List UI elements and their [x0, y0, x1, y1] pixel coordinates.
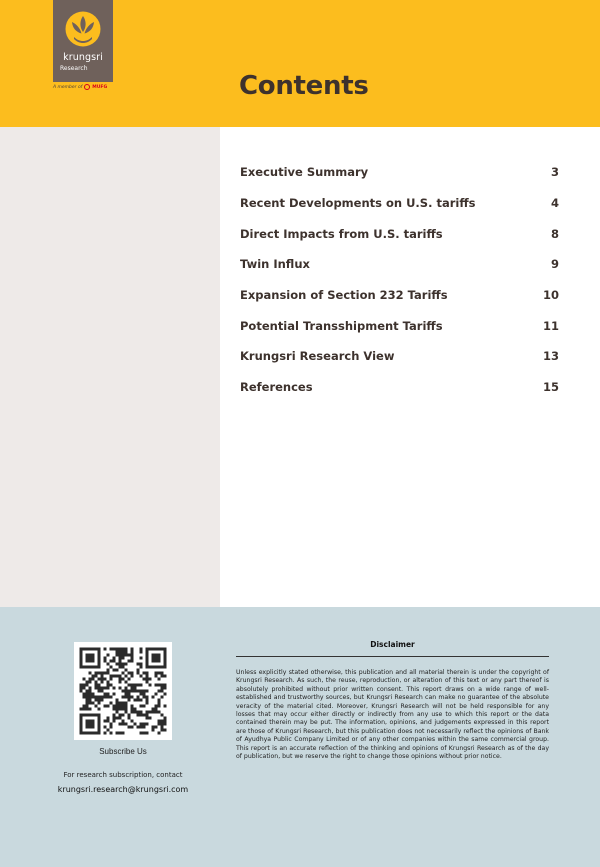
toc-item-label: Executive Summary — [240, 165, 369, 180]
header-band — [0, 0, 600, 127]
brand-name: krungsri — [63, 52, 103, 63]
toc-item-label: Direct Impacts from U.S. tariffs — [240, 226, 443, 241]
toc-item-page: 11 — [542, 318, 559, 333]
mufg-icon — [84, 84, 90, 90]
toc-item[interactable] — [240, 218, 559, 249]
toc-item[interactable] — [240, 188, 559, 219]
toc-item-label: Krungsri Research View — [240, 349, 395, 364]
toc-item-page: 10 — [542, 288, 559, 303]
subscribe-qr-code[interactable] — [74, 642, 172, 740]
krungsri-logo[interactable] — [53, 0, 113, 82]
toc-item[interactable] — [240, 341, 559, 372]
left-panel — [0, 127, 220, 607]
toc-item[interactable] — [240, 310, 559, 341]
subscribe-label: Subscribe Us — [99, 747, 147, 756]
toc-item-page: 8 — [550, 226, 559, 241]
table-of-contents — [240, 157, 559, 403]
disclaimer-title: Disclaimer — [370, 640, 415, 649]
brand-sub: Research — [60, 65, 88, 72]
toc-item-page: 13 — [542, 349, 559, 364]
member-tag — [53, 84, 107, 90]
member-group: MUFG — [92, 84, 108, 90]
member-prefix: A member of — [53, 84, 83, 90]
toc-item-page: 9 — [550, 257, 559, 272]
page-title: Contents — [239, 71, 369, 101]
krungsri-emblem-icon — [65, 11, 101, 49]
footer — [0, 607, 600, 867]
toc-item-page: 4 — [550, 196, 559, 211]
toc-item-label: Expansion of Section 232 Tariffs — [240, 288, 448, 303]
contact-email-link[interactable]: krungsri.research@krungsri.com — [57, 785, 189, 794]
toc-item[interactable] — [240, 280, 559, 311]
disclaimer-divider — [236, 656, 549, 657]
toc-item[interactable] — [240, 249, 559, 280]
toc-item-page: 3 — [550, 165, 559, 180]
toc-item[interactable] — [240, 372, 559, 403]
disclaimer-text: Unless explicitly stated otherwise, this publication and all material therein is under the copyright of Krungsri Research. As such, the reuse, reproduction, or alteration of this text or any part thereof is absolutely prohibited without prior written consent. This report draws on a wide range of well-established and trustworthy sources, but Krungsri Research can make no guarantee of the absolute veracity of the material cited. Moreover, Krungsri Research will not be held responsible for any losses that may occur either directly or indirectly from any use to which this report or the data contained therein may be put. The information, opinions, and judgements expressed in this report are those of Krungsri Research, but this publication does not necessarily reflect the opinions of Bank of Ayudhya Public Company Limited or of any other companies within the same commercial group. This report is an accurate reflection of the thinking and opinions of Krungsri Research as of the day of publication, but we reserve the right to change those opinions without prior notice. — [236, 669, 549, 761]
toc-item-page: 15 — [542, 380, 559, 395]
toc-item[interactable] — [240, 157, 559, 188]
toc-item-label: Potential Transshipment Tariffs — [240, 318, 443, 333]
contact-text: For research subscription, contact — [63, 771, 183, 779]
qr-code-icon — [74, 642, 172, 740]
toc-item-label: Twin Influx — [240, 257, 310, 272]
toc-item-label: Recent Developments on U.S. tariffs — [240, 196, 476, 211]
toc-item-label: References — [240, 380, 313, 395]
